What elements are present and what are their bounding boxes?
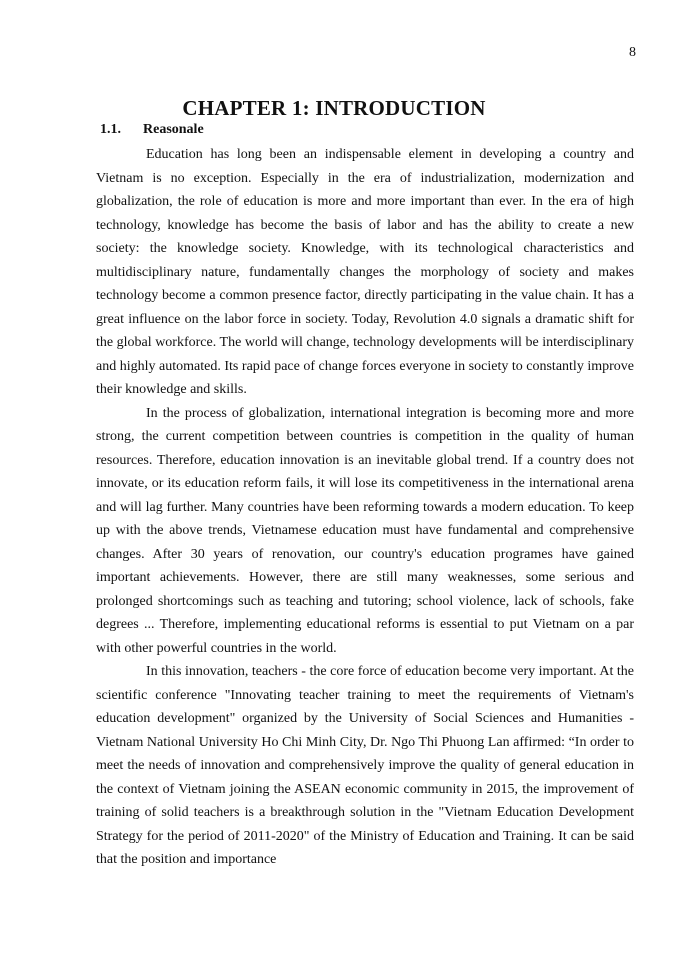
section-number: 1.1. — [100, 122, 121, 137]
section-heading — [100, 120, 204, 140]
page-number: 8 — [629, 45, 636, 60]
section-title: Reasonale — [143, 122, 204, 137]
paragraph: In the process of globalization, international integration is becoming more and more strong, the current competition between countries is competition in the quality of human resources. Therefore, education innovation is an inevitable global trend. If a country does not innovate, or its education reform fails, it will lose its competitiveness in the international arena and will lag further. Many countries have been reforming towards a modern education. To keep up with the above trends, Vietnamese education must have fundamental and comprehensive changes. After 30 years of renovation, our country's education programes have gained important achievements. However, there are still many weaknesses, some serious and prolonged shortcomings such as teaching and tutoring; school violence, lack of schools, fake degrees ... Therefore, implementing educational reforms is essential to put Vietnam on a par with other powerful countries in the world. — [96, 405, 634, 656]
body-text — [96, 143, 634, 872]
paragraph: In this innovation, teachers - the core force of education become very important. At the scientific conference "Innovating teacher training to meet the requirements of Vietnam's education development" organized by the University of Social Sciences and Humanities - Vietnam National University Ho Chi Minh City, Dr. Ngo Thi Phuong Lan affirmed: “In order to meet the needs of innovation and comprehensively improve the quality of general education in the context of Vietnam joining the ASEAN economic community in 2015, the improvement of training of solid teachers is a breakthrough solution in the "Vietnam Education Development Strategy for the period of 2011-2020" of the Ministry of Education and Training. It can be said that the position and importance — [96, 664, 634, 867]
paragraph: Education has long been an indispensable element in developing a country and Vietnam is no exception. Especially in the era of industrialization, modernization and globalization, the role of education is more and more important than ever. In the era of high technology, knowledge has become the basis of labor and has the ability to create a new society: the knowledge society. Knowledge, with its technological characteristics and multidisciplinary nature, fundamentally changes the morphology of society and makes technology become a common presence factor, directly participating in the value chain. It has a great influence on the labor force in society. Today, Revolution 4.0 signals a dramatic shift for the global workforce. The world will change, technology developments will be interdisciplinary and highly automated. Its rapid pace of change forces everyone in society to constantly improve their knowledge and skills. — [96, 147, 634, 397]
chapter-title: CHAPTER 1: INTRODUCTION — [182, 96, 486, 121]
